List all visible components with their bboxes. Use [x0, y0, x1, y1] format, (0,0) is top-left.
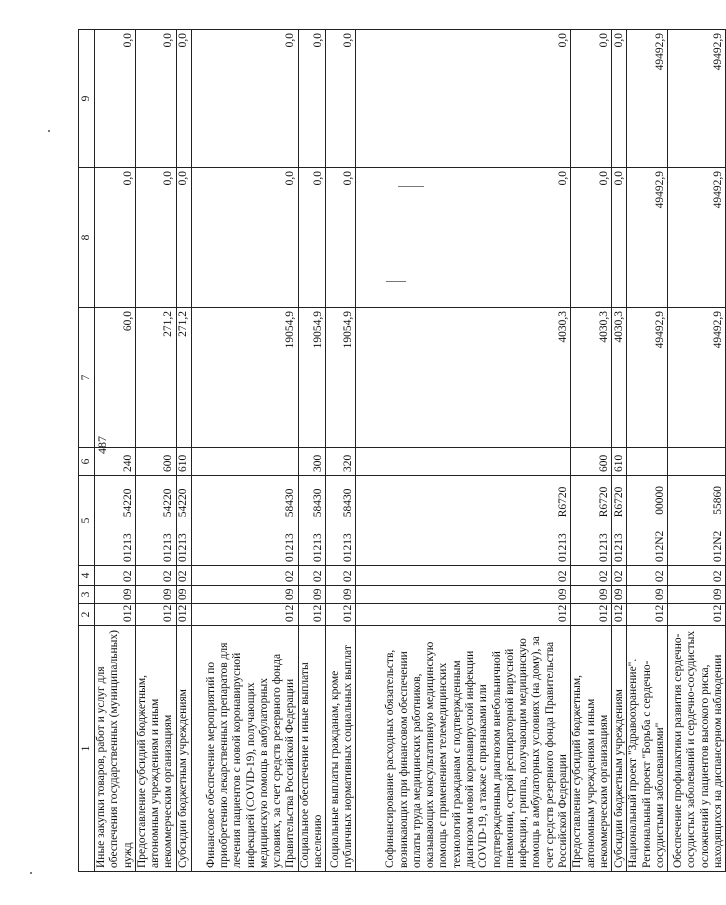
name-cell: Иные закупки товаров, работ и услуг для обеспечения государственных (муниципальных) нужд [95, 626, 136, 872]
amount-cell: 0,0 [612, 30, 627, 168]
target-article-cell [191, 476, 298, 566]
amount-cell: 4030,3 [356, 308, 571, 448]
target-article-direction: R6720 [612, 486, 625, 518]
code-cell: 012 [176, 604, 191, 626]
amount-cell: 0,0 [191, 30, 298, 168]
subsection-cell: 02 [571, 566, 612, 586]
amount-cell: 0,0 [176, 30, 191, 168]
amount-cell: 49492,9 [627, 308, 668, 448]
name-cell: Финансовое обеспечение мероприятий по приобретению лекарственных препаратов для лечения пациентов с новой коронавирусной инфекцией (COVID-19), получающих медицинскую помощь в амбулаторных условиях, за счет средств резервного фонда Правительства Российской Федерации [191, 626, 298, 872]
subsection-cell: 02 [176, 566, 191, 586]
name-cell: Социальные выплаты гражданам, кроме публичных нормативных социальных выплат [326, 626, 356, 872]
expense-type-cell: 320 [326, 448, 356, 476]
code-cell: 012 [95, 604, 136, 626]
expense-type-cell [668, 448, 726, 476]
section-cell: 09 [627, 586, 668, 604]
column-header: 6 [79, 448, 95, 476]
amount-cell: 271,2 [135, 308, 176, 448]
target-article-cell [326, 476, 356, 566]
amount-cell: 0,0 [176, 168, 191, 308]
section-cell: 09 [191, 586, 298, 604]
table-row [298, 30, 326, 872]
budget-table [78, 29, 726, 872]
table-row [326, 30, 356, 872]
amount-cell: 0,0 [298, 168, 326, 308]
target-article-direction: 58430 [312, 488, 325, 518]
code-cell: 012 [356, 604, 571, 626]
code-cell: 012 [627, 604, 668, 626]
target-article-direction: 54220 [177, 488, 190, 518]
table-row [135, 30, 176, 872]
target-article-cell [356, 476, 571, 566]
code-cell: 012 [135, 604, 176, 626]
target-article-cell [176, 476, 191, 566]
section-cell: 09 [135, 586, 176, 604]
section-cell: 09 [571, 586, 612, 604]
column-header: 1 [79, 626, 95, 872]
column-header: 4 [79, 566, 95, 586]
name-cell: Софинансирование расходных обязательств, возникающих при финансовом обеспечении оплаты труда медицинских работников, оказывающих консультативную медицинскую помощь с применением телемедицинских технологий гражданам с подтвержденным диагнозом новой коронавирусной инфекции COVID-19, а также с признаками или подтвержденным диагнозом внебольничной пневмонии, острой респираторной вирусной инфекции, гриппа, получающим медицинскую помощь в амбулаторных условиях (на дому), за счет средств резервного фонда Правительства Российской Федерации [356, 626, 571, 872]
target-article-program: 01213 [312, 533, 325, 562]
column-number-row [79, 30, 95, 872]
amount-cell: 0,0 [612, 168, 627, 308]
amount-cell: 0,0 [191, 168, 298, 308]
code-cell: 012 [668, 604, 726, 626]
target-article-direction: R6720 [557, 486, 570, 518]
table-row [191, 30, 298, 872]
subsection-cell: 02 [356, 566, 571, 586]
name-cell: Предоставление субсидий бюджетным, автономным учреждениям и иным некоммерческим организациям [571, 626, 612, 872]
section-cell: 09 [298, 586, 326, 604]
column-header: 3 [79, 586, 95, 604]
subsection-cell: 02 [326, 566, 356, 586]
section-cell: 09 [176, 586, 191, 604]
amount-cell: 60,0 [95, 308, 136, 448]
amount-cell: 0,0 [95, 30, 136, 168]
name-cell: Субсидии бюджетным учреждениям [176, 626, 191, 872]
expense-type-cell: 240 [95, 448, 136, 476]
amount-cell: 0,0 [326, 168, 356, 308]
code-cell: 012 [571, 604, 612, 626]
table-row [571, 30, 612, 872]
amount-cell: 19054,9 [298, 308, 326, 448]
column-header: 8 [79, 168, 95, 308]
target-article-program: 01213 [162, 533, 175, 562]
expense-type-cell [356, 448, 571, 476]
amount-cell: 0,0 [356, 168, 571, 308]
table-row [612, 30, 627, 872]
name-cell: Предоставление субсидий бюджетным, автономным учреждениям и иным некоммерческим организациям [135, 626, 176, 872]
section-cell: 09 [356, 586, 571, 604]
amount-cell: 0,0 [135, 30, 176, 168]
target-article-program: 01213 [121, 533, 134, 562]
target-article-cell [627, 476, 668, 566]
target-article-direction: 00000 [653, 485, 666, 515]
section-cell: 09 [326, 586, 356, 604]
table-row [176, 30, 191, 872]
amount-cell: 49492,9 [668, 168, 726, 308]
target-article-program: 01213 [557, 533, 570, 562]
code-cell: 012 [191, 604, 298, 626]
subsection-cell: 02 [95, 566, 136, 586]
subsection-cell: 02 [612, 566, 627, 586]
scan-speck [398, 186, 424, 187]
amount-cell: 0,0 [571, 168, 612, 308]
target-article-direction: 54220 [121, 488, 134, 518]
column-header: 7 [79, 308, 95, 448]
amount-cell: 19054,9 [191, 308, 298, 448]
name-cell: Обеспечение профилактики развития сердечно-сосудистых заболеваний и сердечно-сосудистых осложнений у пациентов высокого риска, находящихся на диспансерном наблюдении [668, 626, 726, 872]
target-article-program: 01213 [597, 533, 610, 562]
amount-cell: 49492,9 [668, 30, 726, 168]
name-cell: Социальное обеспечение и иные выплаты населению [298, 626, 326, 872]
target-article-cell [298, 476, 326, 566]
target-article-cell [668, 476, 726, 566]
expense-type-cell: 610 [176, 448, 191, 476]
name-cell: Субсидии бюджетным учреждениям [612, 626, 627, 872]
amount-cell: 0,0 [356, 30, 571, 168]
expense-type-cell: 600 [571, 448, 612, 476]
target-article-cell [612, 476, 627, 566]
expense-type-cell: 610 [612, 448, 627, 476]
target-article-direction: 58430 [284, 488, 297, 518]
target-article-program: 01213 [284, 533, 297, 562]
table-row [95, 30, 136, 872]
code-cell: 012 [326, 604, 356, 626]
name-cell: Национальный проект "Здравоохранение". Региональный проект "Борьба с сердечно-сосудистыми заболеваниями" [627, 626, 668, 872]
scan-speck [48, 130, 50, 132]
table-row [356, 30, 571, 872]
amount-cell: 19054,9 [326, 308, 356, 448]
subsection-cell: 02 [627, 566, 668, 586]
target-article-program: 012N2 [711, 530, 724, 562]
column-header: 2 [79, 604, 95, 626]
target-article-cell [95, 476, 136, 566]
target-article-direction: 55860 [711, 485, 724, 515]
subsection-cell: 02 [191, 566, 298, 586]
code-cell: 012 [612, 604, 627, 626]
page-number: 487 [95, 436, 109, 454]
section-cell: 09 [668, 586, 726, 604]
target-article-direction: R6720 [597, 486, 610, 518]
target-article-program: 01213 [612, 533, 625, 562]
expense-type-cell [627, 448, 668, 476]
subsection-cell: 02 [298, 566, 326, 586]
target-article-direction: 54220 [162, 488, 175, 518]
target-article-program: 01213 [342, 533, 355, 562]
column-header: 5 [79, 476, 95, 566]
amount-cell: 0,0 [571, 30, 612, 168]
scan-speck [386, 281, 406, 282]
amount-cell: 49492,9 [668, 308, 726, 448]
amount-cell: 49492,9 [627, 30, 668, 168]
subsection-cell: 02 [668, 566, 726, 586]
amount-cell: 4030,3 [571, 308, 612, 448]
section-cell: 09 [95, 586, 136, 604]
amount-cell: 0,0 [95, 168, 136, 308]
expense-type-cell: 300 [298, 448, 326, 476]
target-article-cell [135, 476, 176, 566]
column-header: 9 [79, 30, 95, 168]
amount-cell: 0,0 [326, 30, 356, 168]
target-article-program: 01213 [177, 533, 190, 562]
amount-cell: 271,2 [176, 308, 191, 448]
amount-cell: 0,0 [135, 168, 176, 308]
section-cell: 09 [612, 586, 627, 604]
target-article-program: 012N2 [653, 530, 666, 562]
target-article-direction: 58430 [342, 488, 355, 518]
amount-cell: 49492,9 [627, 168, 668, 308]
target-article-cell [571, 476, 612, 566]
table-body [95, 30, 726, 872]
subsection-cell: 02 [135, 566, 176, 586]
scan-speck [30, 872, 32, 874]
table-row [627, 30, 668, 872]
budget-table-sheet [78, 30, 724, 872]
amount-cell: 4030,3 [612, 308, 627, 448]
table-row [668, 30, 726, 872]
expense-type-cell [191, 448, 298, 476]
expense-type-cell: 600 [135, 448, 176, 476]
code-cell: 012 [298, 604, 326, 626]
amount-cell: 0,0 [298, 30, 326, 168]
